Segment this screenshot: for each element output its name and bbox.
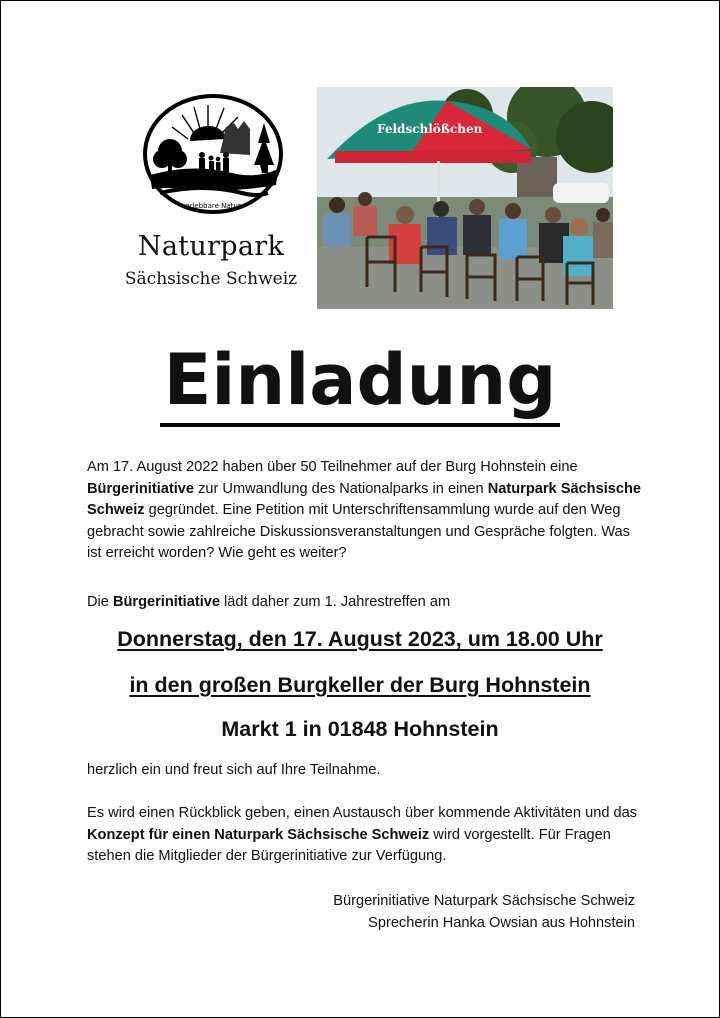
intro-text-3: gegründet. Eine Petition mit Unterschriftensammlung wurde auf den Weg gebracht sowie zahlreiche Diskussionsveranstaltungen und Gespräche folgten. Was ist erreicht worden? Wie geht es weiter? xyxy=(87,502,630,561)
event-place-line xyxy=(1,673,719,698)
page-title: Einladung xyxy=(160,337,561,427)
event-address: Markt 1 in 01848 Hohnstein xyxy=(221,717,499,741)
invite-paragraph xyxy=(87,592,647,614)
event-photo xyxy=(317,87,613,309)
intro-text-1: Am 17. August 2022 haben über 50 Teilnehmer auf der Burg Hohnstein eine xyxy=(87,459,578,475)
invite-text-2: lädt daher zum 1. Jahrestreffen am xyxy=(220,594,451,610)
naturpark-logo xyxy=(121,93,301,303)
heading-wrapper xyxy=(1,337,719,427)
umbrella-text: Feldschlößchen xyxy=(377,122,483,136)
closing-paragraph: herzlich ein und freut sich auf Ihre Teilnahme. xyxy=(87,762,381,778)
logo-subtitle: Sächsische Schweiz xyxy=(124,269,298,289)
invite-bold: Bürgerinitiative xyxy=(112,594,220,610)
intro-bold-1: Bürgerinitiative xyxy=(87,480,195,497)
details-text-1: Es wird einen Rückblick geben, einen Austausch über kommende Aktivitäten und das xyxy=(87,805,638,821)
intro-bold-2: Naturpark Sächsische Schweiz xyxy=(87,480,642,518)
signature-organization: Bürgerinitiative Naturpark Sächsische Schweiz xyxy=(333,893,635,909)
details-paragraph xyxy=(87,803,647,868)
invite-text-1: Die xyxy=(87,594,113,610)
event-address-line xyxy=(1,717,719,742)
event-date-line xyxy=(1,627,719,652)
details-bold: Konzept für einen Naturpark Sächsische Schweiz xyxy=(87,826,430,843)
event-place: in den großen Burgkeller der Burg Hohnstein xyxy=(129,673,591,697)
logo-title: Naturpark xyxy=(137,231,285,262)
event-date: Donnerstag, den 17. August 2023, um 18.00 Uhr xyxy=(117,627,603,651)
logo-circle-text: erlebbare Natur xyxy=(185,202,241,210)
intro-paragraph xyxy=(87,457,647,565)
intro-text-2: zur Umwandlung des Nationalparks in einen xyxy=(194,480,488,497)
details-text-2: wird vorgestellt. Für Fragen stehen die Mitglieder der Bürgerinitiative zur Verfügung. xyxy=(87,826,611,864)
signature-speaker: Sprecherin Hanka Owsian aus Hohnstein xyxy=(368,915,635,931)
logo-emblem xyxy=(142,93,284,215)
